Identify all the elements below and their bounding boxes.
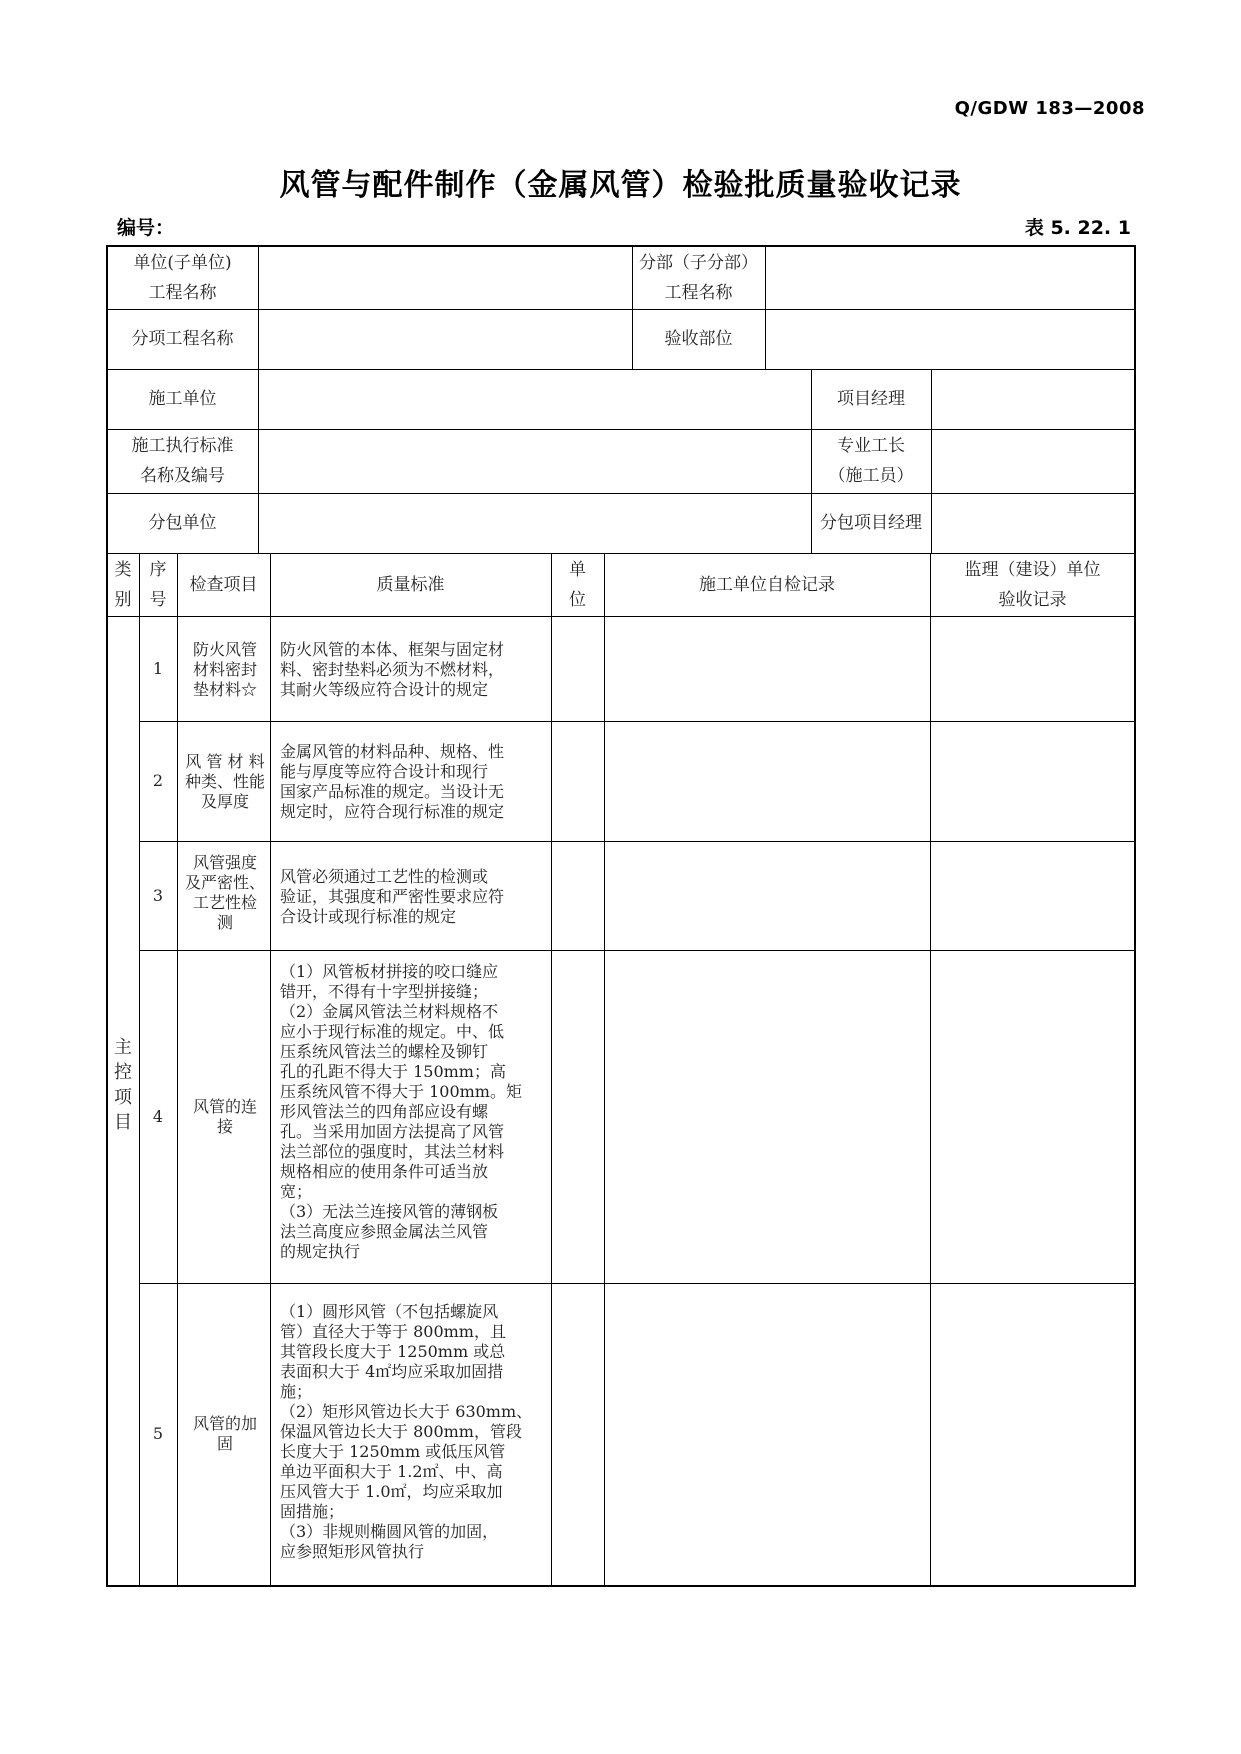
row-line — [107, 309, 1135, 310]
col-standard-header — [270, 553, 551, 616]
row-line — [107, 616, 1135, 617]
row-3-item: 风管强度 及严密性、 工艺性检 测 — [184, 853, 265, 932]
seq-line1: 序 — [149, 559, 167, 580]
category-line1: 类 — [114, 559, 132, 580]
row-line — [107, 493, 1135, 494]
category-line2: 别 — [114, 589, 132, 610]
self-check-header-text: 施工单位自检记录 — [699, 574, 835, 595]
col-line — [930, 553, 931, 1585]
accept-part-text: 验收部位 — [664, 329, 733, 349]
row-line — [140, 1283, 1135, 1284]
page-title: 风管与配件制作（金属风管）检验批质量验收记录 — [279, 168, 962, 203]
subdivision-line1: 分部（子分部） — [639, 253, 758, 273]
row-2-no: 2 — [152, 771, 164, 790]
standard-number: Q/GDW 183—2008 — [954, 98, 1145, 119]
row-5-standard: （1）圆形风管（不包括螺旋风 管）直径大于等于 800mm，且 其管段长度大于 1250mm 或总 表面积大于 4㎡均应采取加固措 施； （2）矩形风管边长大于 630mm、 保温风管边长大于 800mm，管段 长度大于 1250mm 或低压风管 单边平面积大于 1.2㎡、中、高 压风管大于 1.0㎡，均应采取加 固措施； （3）非规则椭圆风管的加固， 应参照矩形风管执行 — [280, 1302, 533, 1561]
col-self-check-header — [604, 553, 930, 616]
supervision-line2: 验收记录 — [998, 589, 1067, 610]
col-line — [604, 553, 605, 1585]
standard-line1: 施工执行标准 — [131, 436, 234, 456]
row-1-no: 1 — [152, 658, 164, 678]
contractor-text: 施工单位 — [148, 389, 217, 409]
project-manager-label — [811, 369, 931, 429]
item-name-text: 分项工程名称 — [131, 329, 234, 349]
subdivision-label — [632, 247, 765, 309]
col-line — [551, 553, 552, 1585]
col-line — [177, 553, 178, 1585]
sub-pm-label — [811, 493, 931, 553]
row-4-standard: （1）风管板材拼接的咬口缝应 错开，不得有十字型拼接缝； （2）金属风管法兰材料规格不 应小于现行标准的规定。中、低 压系统风管法兰的螺栓及铆钉 孔的孔距不得大于 150mm；高 压系统风管不得大于 100mm。矩 形风管法兰的四角部应设有螺 孔。当采用加固方法提高了风管 法兰部位的强度时，其法兰材料 规格相应的使用条件可适当放 宽； （3）无法兰连接风管的薄钢板 法兰高度应参照金属法兰风管 的规定执行 — [280, 962, 522, 1261]
supervision-line1: 监理（建设）单位 — [964, 559, 1101, 580]
row-1-standard: 防火风管的本体、框架与固定材 料、密封垫料必须为不燃材料， 其耐火等级应符合设计的规定 — [280, 640, 505, 699]
accept-part-label — [632, 309, 765, 369]
unit-name-line1: 单位(子单位) — [133, 253, 232, 273]
row-3-standard: 风管必须通过工艺性的检测或 验证，其强度和严密性要求应符 合设计或现行标准的规定 — [280, 867, 505, 926]
subdivision-line2: 工程名称 — [664, 283, 733, 303]
category-main-control: 主 控 项 目 — [114, 1037, 132, 1133]
row-line — [140, 950, 1135, 951]
subcontractor-text: 分包单位 — [148, 513, 217, 533]
project-manager-text: 项目经理 — [837, 389, 905, 409]
standard-line2: 名称及编号 — [140, 466, 225, 486]
row-3-no: 3 — [152, 885, 164, 905]
row-line — [140, 721, 1135, 722]
unit-name-label — [107, 247, 258, 309]
row-4-item: 风管的连 接 — [192, 1097, 257, 1136]
code-label: 编号： — [117, 217, 175, 239]
row-2-standard: 金属风管的材料品种、规格、性 能与厚度等应符合设计和现行 国家产品标准的规定。当设计无 规定时，应符合现行标准的规定 — [280, 742, 505, 821]
item-header-text: 检查项目 — [189, 574, 258, 595]
col-line — [258, 247, 259, 553]
row-5-no: 5 — [152, 1424, 164, 1443]
col-line — [931, 369, 932, 553]
seq-line2: 号 — [149, 589, 167, 610]
subcontractor-label — [107, 493, 258, 553]
col-line — [765, 247, 766, 369]
contractor-label — [107, 369, 258, 429]
col-supervision-header — [930, 553, 1135, 616]
foreman-label — [811, 429, 931, 493]
col-seq-header — [139, 553, 177, 616]
sub-pm-text: 分包项目经理 — [820, 513, 922, 533]
row-line — [107, 369, 1135, 370]
col-item-header — [177, 553, 270, 616]
col-category-header — [107, 553, 139, 616]
foreman-line2: （施工员） — [828, 466, 914, 486]
unit-line2: 位 — [569, 589, 586, 610]
row-5-item: 风管的加 固 — [192, 1414, 257, 1453]
standard-label — [107, 429, 258, 493]
unit-name-line2: 工程名称 — [148, 283, 217, 303]
table-number: 表 5. 22. 1 — [1024, 217, 1131, 239]
row-line — [140, 841, 1135, 842]
row-2-item: 风 管 材 料 种类、性能 及厚度 — [184, 752, 265, 811]
row-4-no: 4 — [152, 1106, 164, 1126]
foreman-line1: 专业工长 — [837, 436, 905, 456]
row-line — [107, 429, 1135, 430]
item-name-label — [107, 309, 258, 369]
col-line — [270, 553, 271, 1585]
row-1-item: 防火风管 材料密封 垫材料☆ — [192, 640, 257, 699]
standard-header-text: 质量标准 — [376, 574, 445, 595]
col-unit-header — [551, 553, 604, 616]
unit-line1: 单 — [569, 559, 586, 580]
